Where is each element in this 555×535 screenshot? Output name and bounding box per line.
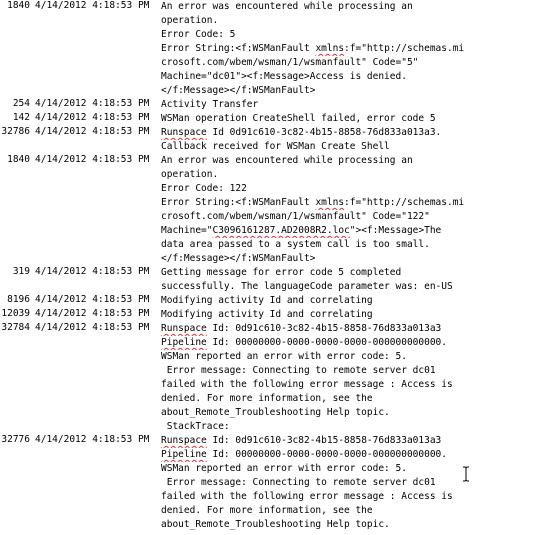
event-timestamp: 4/14/2012 4:18:53 PM — [35, 112, 150, 123]
message-line — [161, 224, 555, 238]
event-message — [161, 294, 555, 308]
message-text-segment: Id 0d91c610-3c82-4b15-8858-76d833a013a3. — [206, 127, 442, 138]
log-entry — [0, 0, 555, 98]
event-message — [161, 266, 555, 294]
message-line — [161, 42, 555, 56]
message-line: successfully. The languageCode parameter was: en-US — [161, 281, 453, 292]
log-entry — [0, 434, 555, 532]
event-id: 32776 — [1, 434, 30, 445]
spellcheck-underlined-word: Pipeline — [161, 449, 207, 460]
message-line: operation. — [161, 15, 219, 26]
event-timestamp: 4/14/2012 4:18:53 PM — [35, 322, 150, 333]
log-entry — [0, 112, 555, 126]
event-timestamp: 4/14/2012 4:18:53 PM — [35, 0, 150, 11]
log-entry — [0, 266, 555, 294]
message-text-segment: Id: 00000000-0000-0000-0000-000000000000. — [206, 337, 447, 348]
event-message — [161, 434, 555, 532]
message-line — [161, 126, 555, 140]
message-text-segment: Id: 0d91c610-3c82-4b15-8858-76d833a013a3 — [206, 323, 442, 334]
event-message — [161, 126, 555, 154]
text-ibeam-cursor-icon — [462, 466, 470, 482]
message-text-segment: Id: 00000000-0000-0000-0000-000000000000. — [206, 449, 447, 460]
event-timestamp: 4/14/2012 4:18:53 PM — [35, 266, 150, 277]
event-id: 32786 — [1, 126, 30, 137]
log-entry — [0, 322, 555, 434]
event-id: 12039 — [1, 308, 30, 319]
event-id: 1840 — [7, 154, 30, 165]
event-timestamp: 4/14/2012 4:18:53 PM — [35, 308, 150, 319]
event-message — [161, 112, 555, 126]
event-id: 142 — [12, 112, 30, 123]
message-line: Error message: Connecting to remote server dc01 — [161, 365, 436, 376]
message-line — [161, 336, 555, 350]
message-line: WSMan reported an error with error code: 5. — [161, 351, 407, 362]
message-text-segment: Error String:<f:WSManFault — [161, 197, 316, 208]
spellcheck-underlined-word: Runspace — [161, 323, 207, 334]
message-line: denied. For more information, see the — [161, 505, 373, 516]
message-text-segment: "><f:Message>The — [349, 225, 442, 236]
log-entry — [0, 294, 555, 308]
message-line — [161, 196, 555, 210]
message-line: crosoft.com/wbem/wsman/1/wsmanfault" Code="5" — [161, 57, 419, 68]
log-entry — [0, 126, 555, 154]
message-text-segment: Machine=" — [161, 225, 213, 236]
message-line — [161, 448, 555, 462]
spellcheck-underlined-word: xmlns — [315, 197, 345, 208]
event-id: 8196 — [7, 294, 30, 305]
message-line: crosoft.com/wbem/wsman/1/wsmanfault" Code="122" — [161, 211, 430, 222]
event-timestamp: 4/14/2012 4:18:53 PM — [35, 434, 150, 445]
event-id: 254 — [12, 98, 30, 109]
log-entry — [0, 154, 555, 266]
message-line: Error Code: 122 — [161, 183, 247, 194]
event-timestamp: 4/14/2012 4:18:53 PM — [35, 126, 150, 137]
event-timestamp: 4/14/2012 4:18:53 PM — [35, 154, 150, 165]
message-line: WSMan operation CreateShell failed, error code 5 — [161, 113, 436, 124]
event-id: 1840 — [7, 0, 30, 11]
spellcheck-underlined-word: Runspace — [161, 127, 207, 138]
event-timestamp: 4/14/2012 4:18:53 PM — [35, 294, 150, 305]
message-line: Getting message for error code 5 completed — [161, 267, 402, 278]
message-line — [161, 434, 555, 448]
message-line: Modifying activity Id and correlating — [161, 295, 373, 306]
message-line: operation. — [161, 169, 219, 180]
message-line: failed with the following error message : Access is — [161, 491, 453, 502]
message-line: data area passed to a system call is too small. — [161, 239, 430, 250]
event-message — [161, 308, 555, 322]
spellcheck-underlined-word: Runspace — [161, 435, 207, 446]
event-message — [161, 0, 555, 98]
message-line: Callback received for WSMan Create Shell — [161, 141, 390, 152]
message-line: </f:Message></f:WSManFault> — [161, 85, 316, 96]
message-text-segment: :f="http://schemas.mi — [344, 43, 465, 54]
message-line — [161, 322, 555, 336]
message-line: Activity Transfer — [161, 99, 259, 110]
message-line: failed with the following error message : Access is — [161, 379, 453, 390]
spellcheck-underlined-word: Pipeline — [161, 337, 207, 348]
event-message — [161, 98, 555, 112]
message-line: about_Remote_Troubleshooting Help topic. — [161, 519, 390, 530]
spellcheck-underlined-word: xmlns — [315, 43, 345, 54]
message-text-segment: Error String:<f:WSManFault — [161, 43, 316, 54]
message-line: An error was encountered while processing an — [161, 155, 413, 166]
message-line: </f:Message></f:WSManFault> — [161, 253, 316, 264]
event-message — [161, 154, 555, 266]
message-text-segment: :f="http://schemas.mi — [344, 197, 465, 208]
message-line: Error Code: 5 — [161, 29, 236, 40]
log-entry — [0, 98, 555, 112]
message-line: StackTrace: — [161, 421, 230, 432]
message-text-segment: Id: 0d91c610-3c82-4b15-8858-76d833a013a3 — [206, 435, 442, 446]
message-line: An error was encountered while processing an — [161, 1, 413, 12]
spellcheck-underlined-word: C3096161287.AD2008R2.loc — [212, 225, 350, 236]
message-line: denied. For more information, see the — [161, 393, 373, 404]
message-line: about_Remote_Troubleshooting Help topic. — [161, 407, 390, 418]
message-line: WSMan reported an error with error code: 5. — [161, 463, 407, 474]
event-timestamp: 4/14/2012 4:18:53 PM — [35, 98, 150, 109]
event-id: 32784 — [1, 322, 30, 333]
message-line: Error message: Connecting to remote server dc01 — [161, 477, 436, 488]
message-line: Machine="dc01"><f:Message>Access is denied. — [161, 71, 407, 82]
message-line: Modifying activity Id and correlating — [161, 309, 373, 320]
event-id: 319 — [12, 266, 30, 277]
log-entry — [0, 308, 555, 322]
event-message — [161, 322, 555, 434]
